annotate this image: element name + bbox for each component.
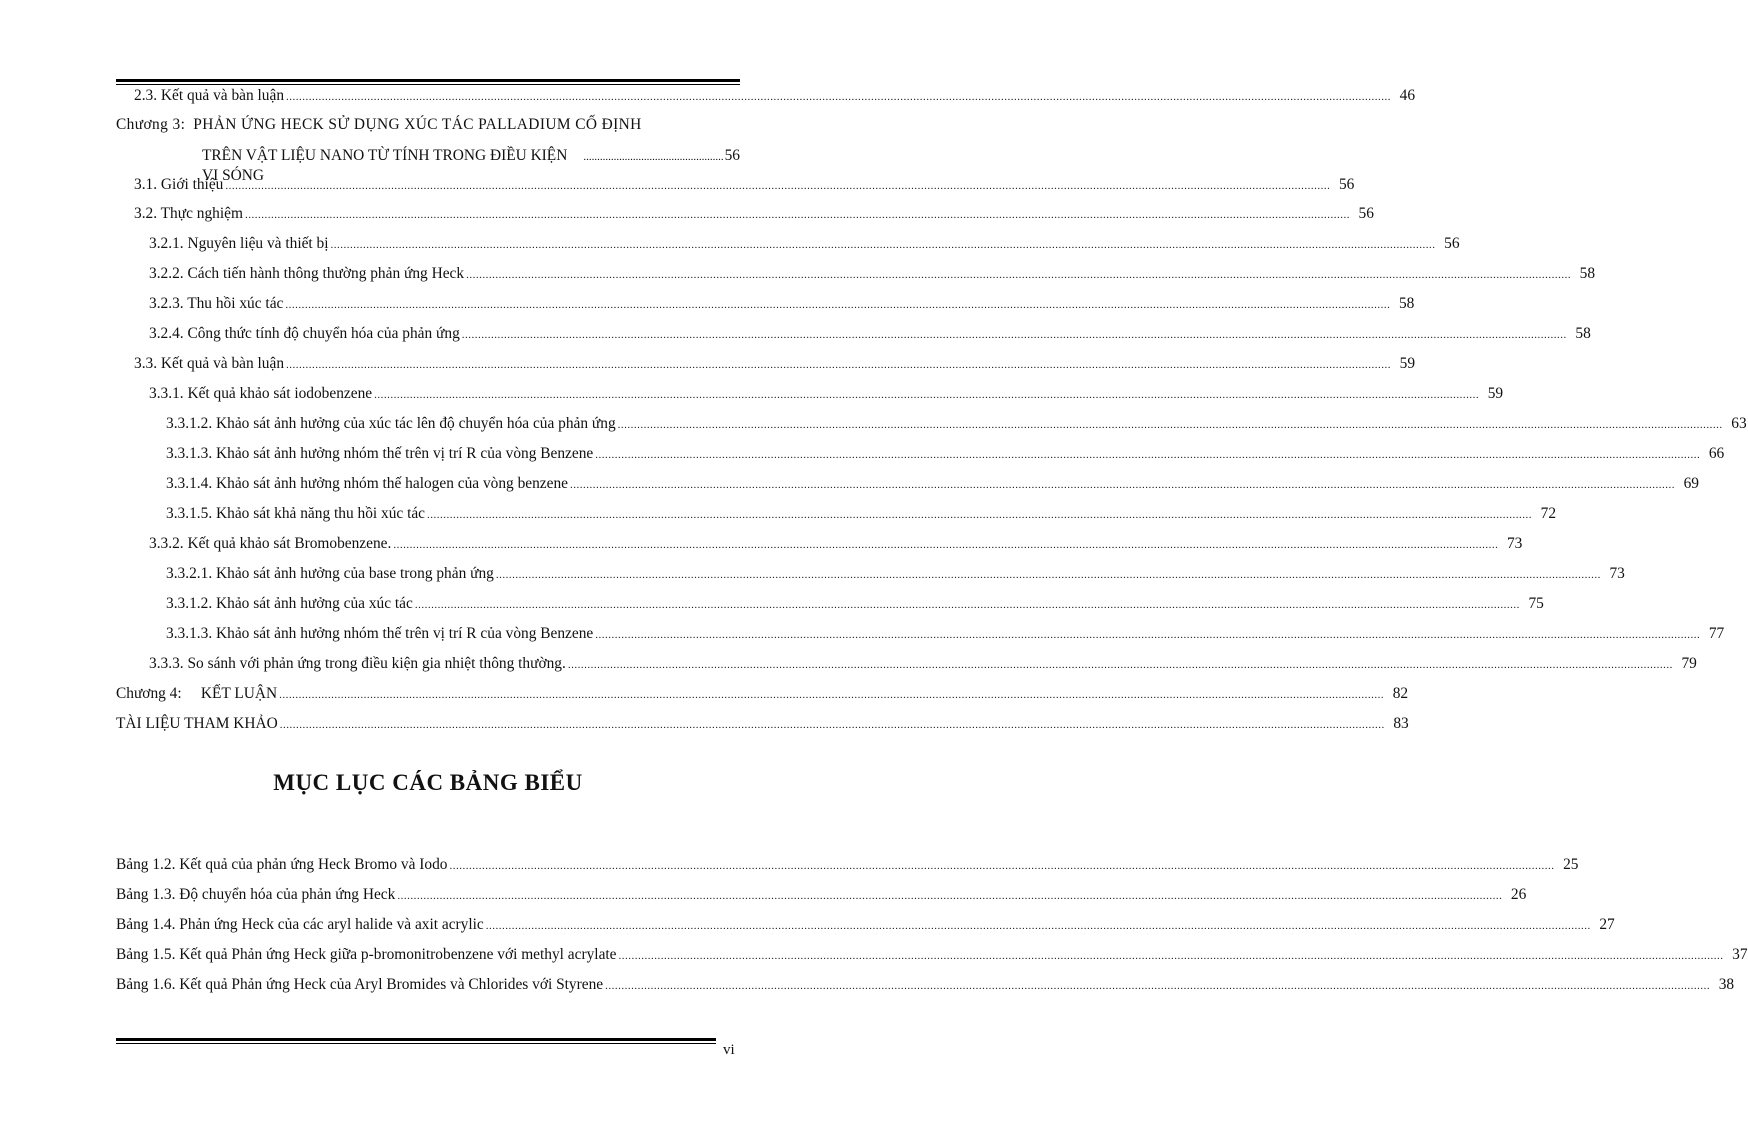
footer-rule — [116, 1038, 716, 1044]
leader-dots — [374, 385, 1479, 405]
toc-entry-page: 82 — [1392, 685, 1409, 702]
table-entry[interactable] — [116, 945, 1748, 966]
toc-entry[interactable] — [166, 474, 1699, 495]
chapter-3-number: Chương 3: — [116, 116, 186, 133]
table-entry-label: Bảng 1.3. Độ chuyển hóa của phản ứng Heck — [116, 886, 396, 903]
toc-entry-label: 2.3. Kết quả và bàn luận — [134, 87, 285, 104]
toc-entry-label: 3.2.3. Thu hồi xúc tác — [149, 295, 284, 312]
toc-entry[interactable] — [149, 534, 1523, 555]
toc-entry-page: 56 — [1444, 235, 1460, 252]
toc-entry-label: 3.3.1. Kết quả khảo sát iodobenzene — [149, 385, 373, 402]
leader-dots — [285, 295, 1390, 315]
table-entry-label: Bảng 1.4. Phản ứng Heck của các aryl halide và axit acrylic — [116, 916, 484, 933]
toc-entry-page: 63 — [1731, 415, 1747, 432]
toc-entry-label: 3.2.4. Công thức tính độ chuyển hóa của phản ứng — [149, 325, 460, 342]
leader-dots — [605, 976, 1710, 996]
page-number: vi — [723, 1042, 735, 1058]
toc-entry-label: 3.3.2.1. Khảo sát ảnh hưởng của base trong phản ứng — [166, 565, 494, 582]
toc-entry[interactable] — [166, 624, 1725, 645]
toc-entry[interactable] — [166, 414, 1747, 435]
leader-dots — [393, 535, 1498, 555]
leader-dots — [280, 715, 1385, 735]
chapter-3-title-line2: TRÊN VẬT LIỆU NANO TỪ TÍNH TRONG ĐIỀU KIỆN VI SÓNG — [202, 147, 568, 184]
table-entry-page: 25 — [1563, 856, 1579, 873]
toc-entry-page: 58 — [1579, 265, 1596, 282]
toc-entry-label: 3.3.1.4. Khảo sát ảnh hưởng nhóm thế halogen của vòng benzene — [166, 475, 568, 492]
toc-entry[interactable] — [149, 264, 1596, 285]
leader-dots — [595, 625, 1700, 645]
toc-entry[interactable] — [166, 444, 1725, 465]
table-entry-page: 37 — [1732, 946, 1748, 963]
leader-dots — [568, 655, 1673, 675]
toc-entry[interactable] — [116, 684, 1409, 705]
leader-dots — [486, 916, 1591, 936]
toc-entry-page: 83 — [1393, 715, 1409, 732]
toc-entry[interactable] — [116, 714, 1409, 735]
table-entry-page: 27 — [1599, 916, 1615, 933]
toc-entry[interactable] — [149, 294, 1415, 315]
toc-entry-page: 73 — [1609, 565, 1625, 582]
tables-heading: MỤC LỤC CÁC BẢNG BIỂU — [273, 770, 583, 795]
leader-dots — [286, 355, 1391, 375]
toc-entry-label: 3.2.2. Cách tiến hành thông thường phản ứng Heck — [149, 265, 465, 282]
toc-entry[interactable] — [134, 86, 1416, 107]
toc-entry-page: 75 — [1528, 595, 1544, 612]
leader-dots — [286, 87, 1391, 107]
toc-entry-label: 3.3.1.3. Khảo sát ảnh hưởng nhóm thế trên vị trí R của vòng Benzene — [166, 445, 594, 462]
toc-entry[interactable] — [166, 594, 1544, 615]
header-rule — [116, 79, 740, 85]
table-entry-label: Bảng 1.5. Kết quả Phản ứng Heck giữa p-bromonitrobenzene với methyl acrylate — [116, 946, 617, 963]
toc-entry-label: 3.3.2. Kết quả khảo sát Bromobenzene. — [149, 535, 392, 552]
leader-dots — [570, 475, 1675, 495]
toc-entry-label: 3.3.1.2. Khảo sát ảnh hưởng của xúc tác — [166, 595, 413, 612]
leader-dots — [462, 325, 1567, 345]
toc-entry[interactable] — [149, 234, 1460, 255]
leader-dots — [225, 176, 1330, 196]
toc-entry-page: 79 — [1681, 655, 1697, 672]
toc-entry-page: 59 — [1399, 355, 1416, 372]
toc-entry-page: 58 — [1575, 325, 1591, 342]
chapter-3-title-line1: PHẢN ỨNG HECK SỬ DỤNG XÚC TÁC PALLADIUM CỐ ĐỊNH — [193, 116, 642, 133]
toc-entry[interactable] — [149, 324, 1591, 345]
leader-dots — [496, 565, 1601, 585]
toc-entry-page: 56 — [1358, 205, 1374, 222]
toc-entry[interactable] — [134, 204, 1374, 225]
leader-dots — [415, 595, 1520, 615]
leader-dots — [427, 505, 1532, 525]
toc-entry[interactable] — [149, 654, 1697, 675]
toc-entry[interactable] — [134, 354, 1416, 375]
toc-entry[interactable] — [149, 384, 1504, 405]
table-entry-label: Bảng 1.6. Kết quả Phản ứng Heck của Aryl Bromides và Chlorides với Styrene — [116, 976, 604, 993]
toc-entry-label: 3.3.1.5. Khảo sát khả năng thu hồi xúc tác — [166, 505, 426, 522]
table-entry[interactable] — [116, 975, 1735, 996]
toc-entry-page: 66 — [1708, 445, 1725, 462]
toc-entry-page: 72 — [1540, 505, 1557, 522]
toc-entry[interactable] — [166, 504, 1557, 525]
toc-entry-label: Chương 4: KẾT LUẬN — [116, 685, 278, 702]
leader-dots — [331, 235, 1436, 255]
toc-entry-label: 3.3.1.3. Khảo sát ảnh hưởng nhóm thế trên vị trí R của vòng Benzene — [166, 625, 594, 642]
table-entry-label: Bảng 1.2. Kết quả của phản ứng Heck Bromo và Iodo — [116, 856, 448, 873]
leader-dots — [245, 205, 1350, 225]
toc-entry-page: 46 — [1399, 87, 1416, 104]
toc-entry-label: 3.3.1.2. Khảo sát ảnh hưởng của xúc tác lên độ chuyển hóa của phản ứng — [166, 415, 616, 432]
table-entry[interactable] — [116, 915, 1615, 936]
leader-dots — [279, 685, 1384, 705]
toc-entry-page: 59 — [1487, 385, 1504, 402]
toc-entry-page: 56 — [1338, 176, 1355, 193]
leader-dots: ................................................... — [583, 151, 724, 163]
toc-entry[interactable] — [166, 564, 1625, 585]
toc-entry-label: 3.3.3. So sánh với phản ứng trong điều kiện gia nhiệt thông thường. — [149, 655, 566, 672]
toc-entry[interactable] — [134, 175, 1355, 196]
toc-entry-page: 77 — [1708, 625, 1725, 642]
table-entry[interactable] — [116, 885, 1527, 906]
table-entry-page: 26 — [1510, 886, 1527, 903]
toc-entry-label: 3.2. Thực nghiệm — [134, 205, 243, 222]
leader-dots — [449, 856, 1554, 876]
toc-entry-label: TÀI LIỆU THAM KHẢO — [116, 715, 278, 732]
leader-dots — [595, 445, 1700, 465]
leader-dots — [466, 265, 1571, 285]
toc-entry-label: 3.3. Kết quả và bàn luận — [134, 355, 285, 372]
table-entry[interactable] — [116, 855, 1579, 876]
table-entry-page: 38 — [1718, 976, 1735, 993]
toc-entry-label: 3.1. Giới thiệu — [134, 176, 224, 193]
toc-entry-page: 69 — [1683, 475, 1699, 492]
leader-dots — [618, 415, 1723, 435]
leader-dots — [397, 886, 1502, 906]
toc-entry-page: 73 — [1506, 535, 1523, 552]
toc-entry-page: 58 — [1398, 295, 1415, 312]
toc-entry-label: 3.2.1. Nguyên liệu và thiết bị — [149, 235, 329, 252]
chapter-3-page: 56 — [724, 147, 740, 164]
leader-dots — [619, 946, 1724, 966]
